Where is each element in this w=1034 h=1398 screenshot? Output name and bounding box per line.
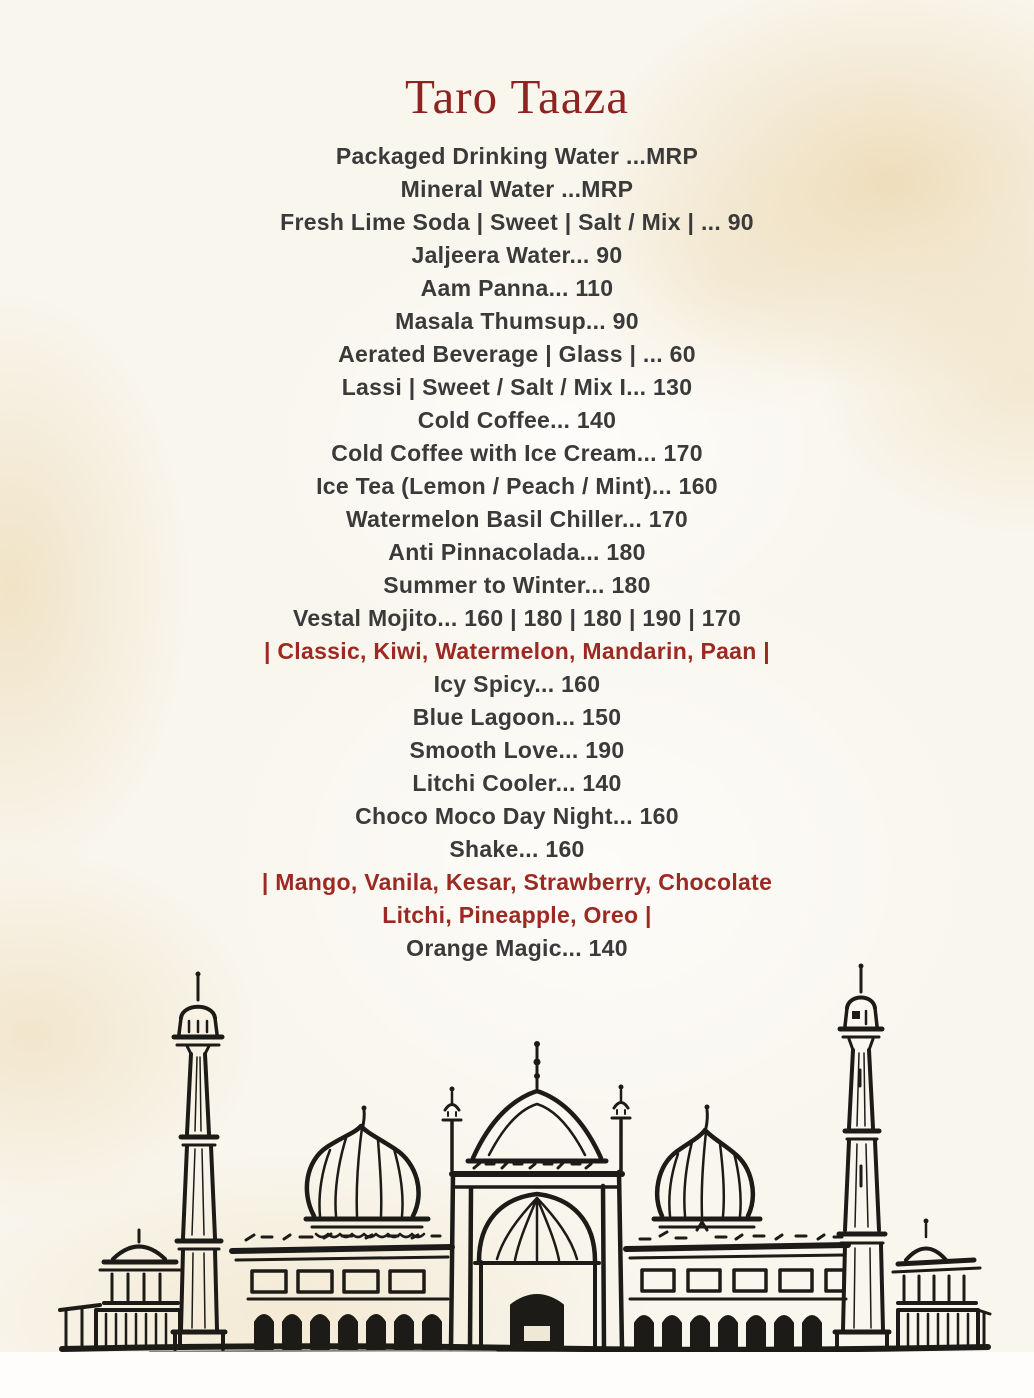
menu-item: Fresh Lime Soda | Sweet | Salt / Mix | ... 90 bbox=[280, 208, 754, 235]
menu-item: Vestal Mojito... 160 | 180 | 180 | 190 | 170 bbox=[292, 604, 742, 631]
menu-item: Jaljeera Water... 90 bbox=[411, 241, 623, 268]
page-title: Taro Taaza bbox=[405, 69, 629, 124]
menu-item: Mineral Water ...MRP bbox=[400, 175, 634, 202]
menu-item: Litchi Cooler... 140 bbox=[412, 769, 622, 796]
menu-item: Blue Lagoon... 150 bbox=[412, 703, 622, 730]
mosque-illustration bbox=[0, 958, 1034, 1398]
bottom-margin bbox=[0, 1352, 1034, 1398]
menu-item: Icy Spicy... 160 bbox=[433, 670, 601, 697]
menu-item: Lassi | Sweet / Salt / Mix I... 130 bbox=[341, 373, 693, 400]
menu-item-variants: | Mango, Vanila, Kesar, Strawberry, Chocolate bbox=[261, 868, 773, 895]
menu-item: Ice Tea (Lemon / Peach / Mint)... 160 bbox=[316, 472, 718, 499]
menu-item: Summer to Winter... 180 bbox=[383, 571, 651, 598]
menu-item-variants: | Classic, Kiwi, Watermelon, Mandarin, Paan | bbox=[263, 637, 771, 664]
menu-item: Packaged Drinking Water ...MRP bbox=[335, 142, 699, 169]
menu-item: Choco Moco Day Night... 160 bbox=[355, 802, 679, 829]
menu-item: Anti Pinnacolada... 180 bbox=[388, 538, 646, 565]
menu-item: Shake... 160 bbox=[449, 835, 585, 862]
menu-item: Watermelon Basil Chiller... 170 bbox=[345, 505, 689, 532]
menu-item: Smooth Love... 190 bbox=[409, 736, 625, 763]
menu-item: Cold Coffee... 140 bbox=[417, 406, 617, 433]
menu-list bbox=[0, 140, 1034, 965]
menu-item-variants: Litchi, Pineapple, Oreo | bbox=[382, 901, 652, 928]
menu-item: Orange Magic... 140 bbox=[406, 934, 628, 961]
menu-item: Cold Coffee with Ice Cream... 170 bbox=[331, 439, 703, 466]
menu-item: Aam Panna... 110 bbox=[420, 274, 614, 301]
menu-item: Aerated Beverage | Glass | ... 60 bbox=[338, 340, 696, 367]
menu-item: Masala Thumsup... 90 bbox=[395, 307, 639, 334]
